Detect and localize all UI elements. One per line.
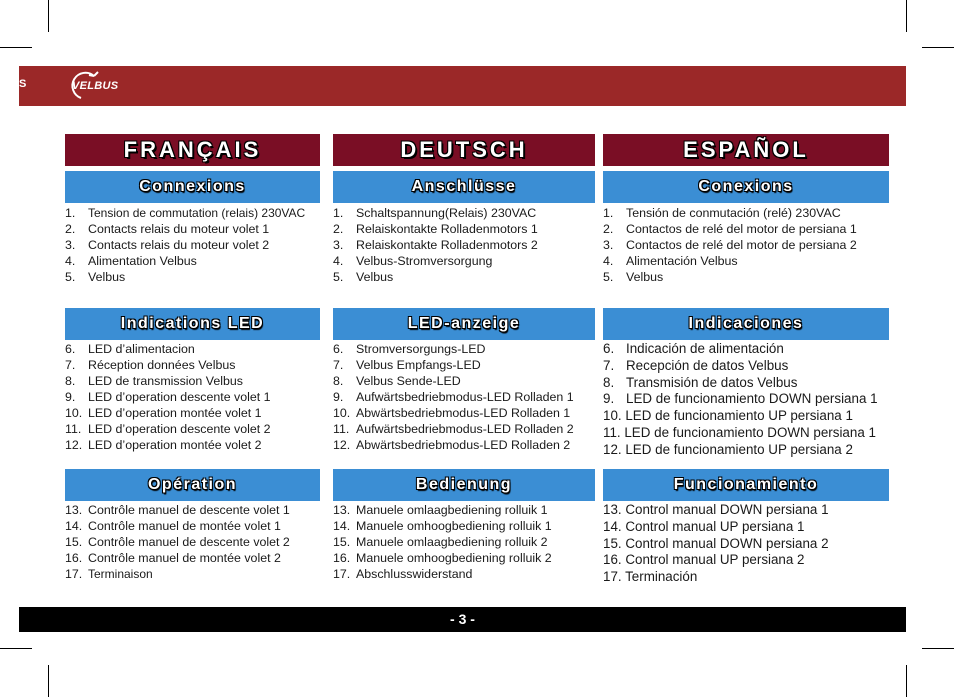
header-tail-text: S (19, 78, 27, 90)
crop-mark (0, 648, 32, 649)
list-item: 2. Contacts relais du moteur volet 1 (65, 222, 270, 236)
section-title-led-indications: Indicaciones (603, 308, 889, 340)
list-item: 1. Schaltspannung(Relais) 230VAC (333, 206, 537, 220)
list-item: 11. Aufwärtsbedriebmodus-LED Rolladen 2 (333, 422, 574, 436)
list-item: 6. Stromversorgungs-LED (333, 342, 486, 356)
list-connections (333, 205, 599, 285)
list-item: 2. Contactos de relé del motor de persiana 1 (603, 222, 857, 236)
list-item: 10. LED de funcionamiento UP persiana 1 (603, 408, 853, 424)
list-item: 13. Manuele omlaagbediening rolluik 1 (333, 503, 548, 517)
list-item: 11. LED de funcionamiento DOWN persiana 1 (603, 424, 876, 440)
list-item: 3. Relaiskontakte Rolladenmotors 2 (333, 238, 538, 252)
list-item: 4. Alimentation Velbus (65, 254, 197, 268)
list-connections (603, 205, 893, 285)
list-connections (65, 205, 324, 285)
crop-mark (48, 665, 49, 697)
list-item: 7. Réception données Velbus (65, 358, 236, 372)
page-footer (19, 607, 906, 632)
page-number: - 3 - (450, 611, 475, 627)
column-french (65, 134, 320, 581)
section-title-operation: Bedienung (333, 469, 595, 501)
crop-mark (922, 47, 954, 48)
list-item: 3. Contacts relais du moteur volet 2 (65, 238, 270, 252)
list-item: 8. Transmisión de datos Velbus (603, 374, 798, 390)
list-led-indications (603, 341, 893, 459)
list-item: 8. LED de transmission Velbus (65, 374, 243, 388)
language-title-french: FRANÇAIS (65, 134, 320, 166)
list-item: 4. Alimentación Velbus (603, 254, 738, 268)
list-item: 9. Aufwärtsbedriebmodus-LED Rolladen 1 (333, 390, 574, 404)
crop-mark (922, 648, 954, 649)
list-item: 17. Terminaison (65, 567, 153, 581)
list-operation (333, 502, 599, 582)
list-item: 14. Manuele omhoogbediening rolluik 1 (333, 519, 552, 533)
column-german (333, 134, 595, 581)
list-item: 6. Indicación de alimentación (603, 341, 784, 356)
list-item: 7. Recepción de datos Velbus (603, 357, 789, 373)
list-item: 13. Contrôle manuel de descente volet 1 (65, 503, 290, 517)
crop-mark (906, 665, 907, 697)
list-item: 8. Velbus Sende-LED (333, 374, 461, 388)
list-item: 14. Contrôle manuel de montée volet 1 (65, 519, 281, 533)
list-item: 15. Contrôle manuel de descente volet 2 (65, 535, 290, 549)
section-title-connections: Connexions (65, 171, 320, 203)
list-item: 15. Manuele omlaagbediening rolluik 2 (333, 535, 548, 549)
list-item: 5. Velbus (333, 270, 394, 284)
list-item: 12. LED de funcionamiento UP persiana 2 (603, 441, 853, 457)
header-bar (19, 66, 906, 106)
list-item: 5. Velbus (603, 270, 664, 284)
list-led-indications (65, 341, 324, 453)
section-title-operation: Funcionamiento (603, 469, 889, 501)
list-item: 9. LED d’operation descente volet 1 (65, 390, 271, 404)
list-item: 1. Tension de commutation (relais) 230VAC (65, 206, 306, 220)
velbus-logo (67, 70, 137, 102)
list-item: 17. Terminación (603, 569, 698, 585)
crop-mark (0, 47, 32, 48)
language-title-spanish: ESPAÑOL (603, 134, 889, 166)
list-item: 13. Control manual DOWN persiana 1 (603, 502, 829, 517)
list-item: 9. LED de funcionamiento DOWN persiana 1 (603, 391, 878, 407)
list-item: 10. LED d’operation montée volet 1 (65, 406, 262, 420)
language-title-german: DEUTSCH (333, 134, 595, 166)
section-title-led-indications: Indications LED (65, 308, 320, 340)
list-item: 2. Relaiskontakte Rolladenmotors 1 (333, 222, 538, 236)
crop-mark (48, 0, 49, 32)
list-item: 15. Control manual DOWN persiana 2 (603, 535, 829, 551)
velbus-logo-text: VELBUS (72, 80, 119, 92)
list-item: 16. Control manual UP persiana 2 (603, 552, 805, 568)
list-item: 12. LED d’operation montée volet 2 (65, 438, 262, 452)
column-spanish (603, 134, 889, 585)
list-item: 12. Abwärtsbedriebmodus-LED Rolladen 2 (333, 438, 571, 452)
section-title-operation: Opération (65, 469, 320, 501)
list-led-indications (333, 341, 599, 453)
list-item: 5. Velbus (65, 270, 126, 284)
list-item: 10. Abwärtsbedriebmodus-LED Rolladen 1 (333, 406, 571, 420)
list-item: 16. Manuele omhoogbediening rolluik 2 (333, 551, 552, 565)
list-item: 17. Abschlusswiderstand (333, 567, 473, 581)
list-item: 16. Contrôle manuel de montée volet 2 (65, 551, 281, 565)
list-operation (65, 502, 324, 582)
list-item: 11. LED d’operation descente volet 2 (65, 422, 271, 436)
list-item: 3. Contactos de relé del motor de persiana 2 (603, 238, 857, 252)
list-item: 7. Velbus Empfangs-LED (333, 358, 481, 372)
list-item: 14. Control manual UP persiana 1 (603, 518, 805, 534)
list-item: 1. Tensión de conmutación (relé) 230VAC (603, 206, 841, 220)
list-operation (603, 502, 893, 586)
crop-mark (906, 0, 907, 32)
section-title-connections: Anschlüsse (333, 171, 595, 203)
section-title-connections: Conexions (603, 171, 889, 203)
section-title-led-indications: LED-anzeige (333, 308, 595, 340)
list-item: 4. Velbus-Stromversorgung (333, 254, 493, 268)
list-item: 6. LED d’alimentacion (65, 342, 195, 356)
